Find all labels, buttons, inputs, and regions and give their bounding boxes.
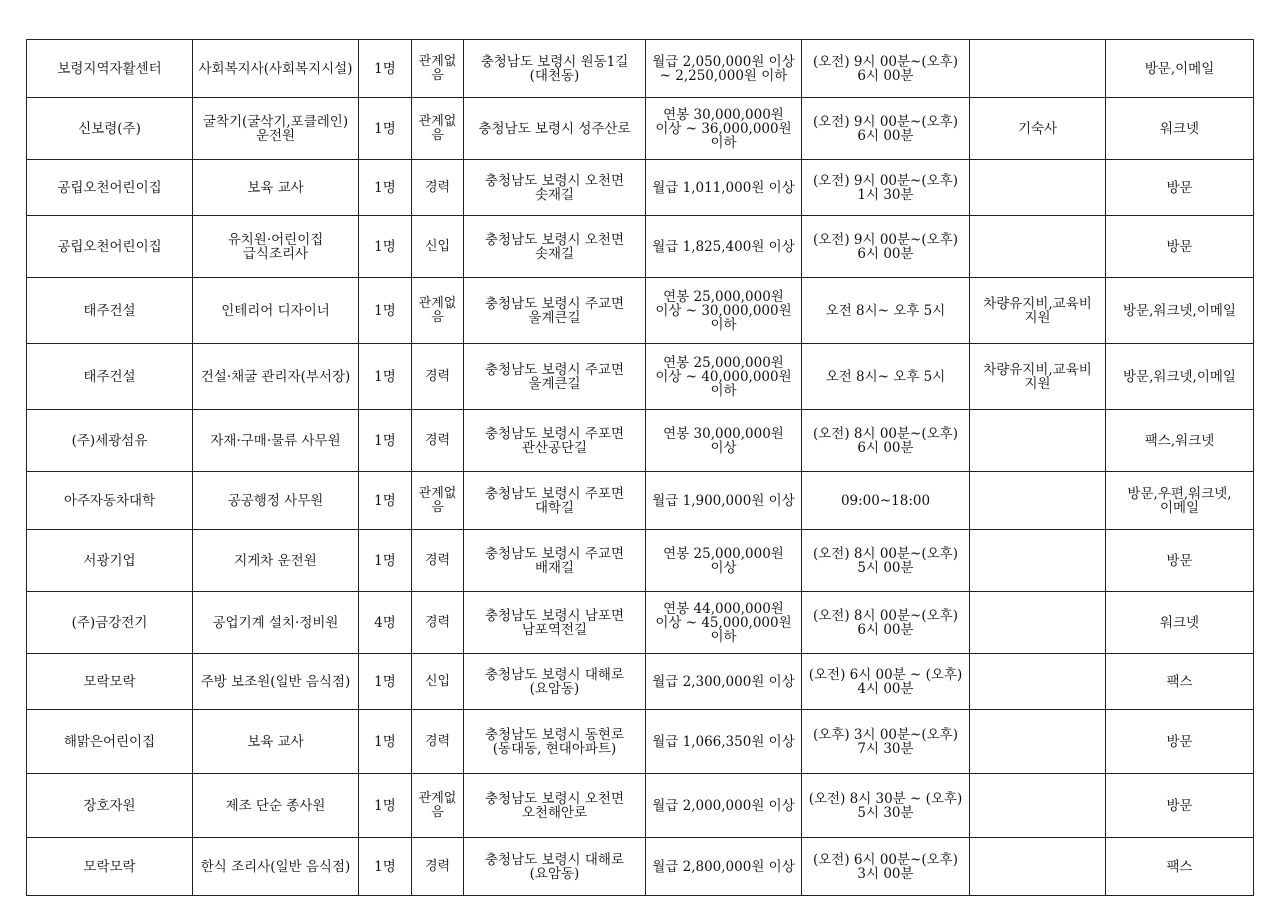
table-row: [27, 40, 1254, 98]
application-method-cell: 팩스: [1106, 654, 1254, 710]
hiring-count-cell: 4명: [359, 592, 412, 654]
company-name-cell: 모락모락: [27, 838, 193, 896]
hiring-count-cell: 1명: [359, 216, 412, 278]
work-location-cell: 충청남도 보령시 원동1길 (대천동): [464, 40, 646, 98]
work-hours-cell: (오전) 9시 00분~(오후) 6시 00분: [802, 40, 970, 98]
job-title-cell: 지게차 운전원: [193, 530, 359, 592]
job-title-cell: 인테리어 디자이너: [193, 278, 359, 344]
application-method-cell: 방문,워크넷,이메일: [1106, 278, 1254, 344]
hiring-count-cell: 1명: [359, 710, 412, 774]
work-hours-cell: (오전) 8시 00분~(오후) 6시 00분: [802, 410, 970, 472]
work-location-cell: 충청남도 보령시 주포면 관산공단길: [464, 410, 646, 472]
table-row: [27, 216, 1254, 278]
work-hours-cell: 오전 8시~ 오후 5시: [802, 344, 970, 410]
table-row: [27, 774, 1254, 838]
company-name-cell: (주)금강전기: [27, 592, 193, 654]
hiring-count-cell: 1명: [359, 344, 412, 410]
salary-cell: 월급 1,900,000원 이상: [646, 472, 802, 530]
experience-cell: 관계없음: [412, 472, 464, 530]
application-method-cell: 방문: [1106, 216, 1254, 278]
benefits-cell: [970, 592, 1106, 654]
job-title-cell: 자재·구매·물류 사무원: [193, 410, 359, 472]
experience-cell: 경력: [412, 592, 464, 654]
benefits-cell: [970, 40, 1106, 98]
hiring-count-cell: 1명: [359, 278, 412, 344]
salary-cell: 연봉 25,000,000원 이상: [646, 530, 802, 592]
work-location-cell: 충청남도 보령시 주교면 울계큰길: [464, 344, 646, 410]
experience-cell: 신입: [412, 654, 464, 710]
table-row: [27, 160, 1254, 216]
job-listing-body: [27, 40, 1254, 896]
experience-cell: 경력: [412, 410, 464, 472]
work-hours-cell: 오전 8시~ 오후 5시: [802, 278, 970, 344]
salary-cell: 월급 1,825,400원 이상: [646, 216, 802, 278]
benefits-cell: 차량유지비,교육비 지원: [970, 344, 1106, 410]
application-method-cell: 방문: [1106, 160, 1254, 216]
hiring-count-cell: 1명: [359, 838, 412, 896]
salary-cell: 월급 2,050,000원 이상 ~ 2,250,000원 이하: [646, 40, 802, 98]
job-title-cell: 공공행정 사무원: [193, 472, 359, 530]
benefits-cell: [970, 472, 1106, 530]
job-title-cell: 건설·채굴 관리자(부서장): [193, 344, 359, 410]
experience-cell: 경력: [412, 710, 464, 774]
salary-cell: 연봉 44,000,000원 이상 ~ 45,000,000원 이하: [646, 592, 802, 654]
experience-cell: 경력: [412, 344, 464, 410]
hiring-count-cell: 1명: [359, 654, 412, 710]
work-location-cell: 충청남도 보령시 주포면 대학길: [464, 472, 646, 530]
job-title-cell: 보육 교사: [193, 160, 359, 216]
table-row: [27, 410, 1254, 472]
work-location-cell: 충청남도 보령시 오천면 솟재길: [464, 160, 646, 216]
benefits-cell: [970, 160, 1106, 216]
salary-cell: 연봉 25,000,000원 이상 ~ 40,000,000원 이하: [646, 344, 802, 410]
job-title-cell: 공업기계 설치·정비원: [193, 592, 359, 654]
job-listing-table: [26, 39, 1254, 896]
job-title-cell: 주방 보조원(일반 음식점): [193, 654, 359, 710]
benefits-cell: [970, 654, 1106, 710]
job-title-cell: 유치원·어린이집 급식조리사: [193, 216, 359, 278]
work-hours-cell: (오전) 9시 00분~(오후) 6시 00분: [802, 98, 970, 160]
salary-cell: 연봉 25,000,000원 이상 ~ 30,000,000원 이하: [646, 278, 802, 344]
benefits-cell: [970, 530, 1106, 592]
benefits-cell: [970, 774, 1106, 838]
work-location-cell: 충청남도 보령시 오천면 솟재길: [464, 216, 646, 278]
work-location-cell: 충청남도 보령시 주교면 배재길: [464, 530, 646, 592]
experience-cell: 경력: [412, 160, 464, 216]
job-title-cell: 굴착기(굴삭기,포클레인) 운전원: [193, 98, 359, 160]
company-name-cell: 모락모락: [27, 654, 193, 710]
work-hours-cell: (오전) 9시 00분~(오후) 6시 00분: [802, 216, 970, 278]
work-hours-cell: (오전) 9시 00분~(오후) 1시 30분: [802, 160, 970, 216]
work-hours-cell: (오전) 6시 00분 ~ (오후) 4시 00분: [802, 654, 970, 710]
table-row: [27, 838, 1254, 896]
company-name-cell: 공립오천어린이집: [27, 160, 193, 216]
benefits-cell: [970, 838, 1106, 896]
work-location-cell: 충청남도 보령시 대해로 (요암동): [464, 654, 646, 710]
salary-cell: 월급 2,800,000원 이상: [646, 838, 802, 896]
table-row: [27, 278, 1254, 344]
work-hours-cell: (오전) 8시 00분~(오후) 6시 00분: [802, 592, 970, 654]
work-hours-cell: (오전) 6시 00분~(오후) 3시 00분: [802, 838, 970, 896]
application-method-cell: 방문,이메일: [1106, 40, 1254, 98]
salary-cell: 월급 2,000,000원 이상: [646, 774, 802, 838]
experience-cell: 관계없음: [412, 40, 464, 98]
salary-cell: 월급 2,300,000원 이상: [646, 654, 802, 710]
table-row: [27, 710, 1254, 774]
table-row: [27, 654, 1254, 710]
company-name-cell: 서광기업: [27, 530, 193, 592]
application-method-cell: 워크넷: [1106, 98, 1254, 160]
company-name-cell: (주)세광섬유: [27, 410, 193, 472]
work-location-cell: 충청남도 보령시 주교면 울계큰길: [464, 278, 646, 344]
work-hours-cell: (오전) 8시 00분~(오후) 5시 00분: [802, 530, 970, 592]
work-hours-cell: 09:00~18:00: [802, 472, 970, 530]
hiring-count-cell: 1명: [359, 40, 412, 98]
hiring-count-cell: 1명: [359, 530, 412, 592]
experience-cell: 관계없음: [412, 278, 464, 344]
salary-cell: 연봉 30,000,000원 이상 ~ 36,000,000원 이하: [646, 98, 802, 160]
experience-cell: 경력: [412, 838, 464, 896]
salary-cell: 월급 1,066,350원 이상: [646, 710, 802, 774]
table-row: [27, 592, 1254, 654]
job-title-cell: 사회복지사(사회복지시설): [193, 40, 359, 98]
company-name-cell: 보령지역자활센터: [27, 40, 193, 98]
salary-cell: 연봉 30,000,000원 이상: [646, 410, 802, 472]
benefits-cell: 차량유지비,교육비 지원: [970, 278, 1106, 344]
application-method-cell: 방문: [1106, 710, 1254, 774]
work-hours-cell: (오전) 8시 30분 ~ (오후) 5시 30분: [802, 774, 970, 838]
experience-cell: 경력: [412, 530, 464, 592]
benefits-cell: [970, 216, 1106, 278]
experience-cell: 관계없음: [412, 774, 464, 838]
table-row: [27, 530, 1254, 592]
benefits-cell: 기숙사: [970, 98, 1106, 160]
hiring-count-cell: 1명: [359, 98, 412, 160]
work-location-cell: 충청남도 보령시 오천면 오천해안로: [464, 774, 646, 838]
application-method-cell: 방문,우편,워크넷,이메일: [1106, 472, 1254, 530]
company-name-cell: 태주건설: [27, 344, 193, 410]
experience-cell: 신입: [412, 216, 464, 278]
company-name-cell: 장호자원: [27, 774, 193, 838]
job-title-cell: 보육 교사: [193, 710, 359, 774]
company-name-cell: 신보령(주): [27, 98, 193, 160]
application-method-cell: 팩스,워크넷: [1106, 410, 1254, 472]
table-row: [27, 472, 1254, 530]
company-name-cell: 공립오천어린이집: [27, 216, 193, 278]
company-name-cell: 해맑은어린이집: [27, 710, 193, 774]
company-name-cell: 아주자동차대학: [27, 472, 193, 530]
application-method-cell: 방문,워크넷,이메일: [1106, 344, 1254, 410]
work-location-cell: 충청남도 보령시 남포면 남포역전길: [464, 592, 646, 654]
work-location-cell: 충청남도 보령시 성주산로: [464, 98, 646, 160]
work-location-cell: 충청남도 보령시 동현로 (동대동, 현대아파트): [464, 710, 646, 774]
application-method-cell: 방문: [1106, 530, 1254, 592]
table-row: [27, 98, 1254, 160]
application-method-cell: 방문: [1106, 774, 1254, 838]
benefits-cell: [970, 410, 1106, 472]
job-title-cell: 제조 단순 종사원: [193, 774, 359, 838]
company-name-cell: 태주건설: [27, 278, 193, 344]
hiring-count-cell: 1명: [359, 774, 412, 838]
work-hours-cell: (오후) 3시 00분~(오후) 7시 30분: [802, 710, 970, 774]
hiring-count-cell: 1명: [359, 160, 412, 216]
hiring-count-cell: 1명: [359, 472, 412, 530]
salary-cell: 월급 1,011,000원 이상: [646, 160, 802, 216]
experience-cell: 관계없음: [412, 98, 464, 160]
hiring-count-cell: 1명: [359, 410, 412, 472]
job-title-cell: 한식 조리사(일반 음식점): [193, 838, 359, 896]
benefits-cell: [970, 710, 1106, 774]
application-method-cell: 팩스: [1106, 838, 1254, 896]
application-method-cell: 워크넷: [1106, 592, 1254, 654]
work-location-cell: 충청남도 보령시 대해로 (요암동): [464, 838, 646, 896]
table-row: [27, 344, 1254, 410]
